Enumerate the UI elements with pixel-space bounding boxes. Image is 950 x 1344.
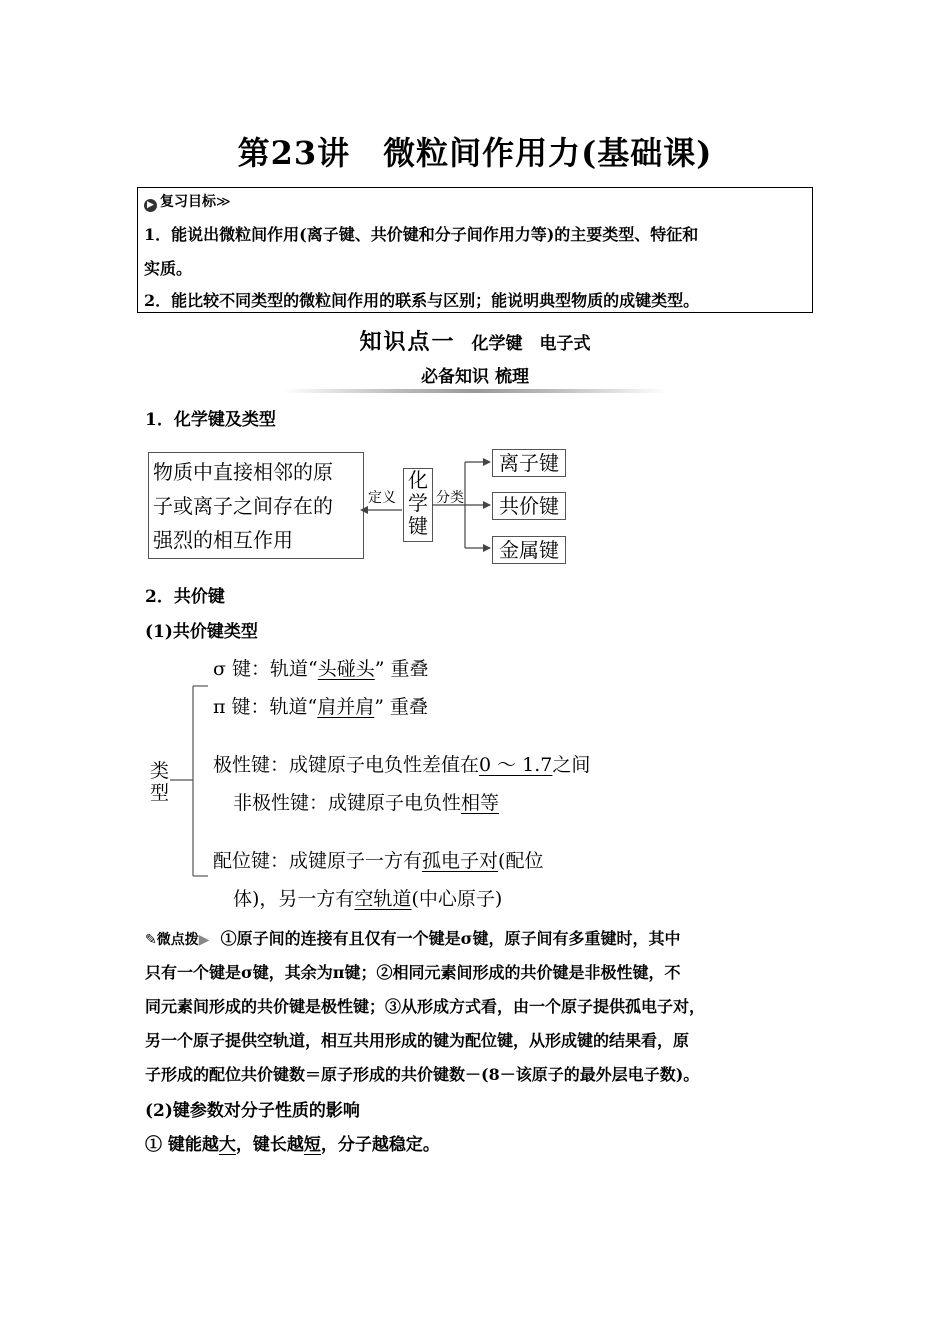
sigma-post: ” 重叠 [374,658,429,680]
coordinate-bond-line-1 [213,846,543,873]
metallic-bond-box: 金属键 [492,536,566,564]
goal-line-2: 2．能比较不同类型的微粒间作用的联系与区别；能说明典型物质的成键类型。 [144,291,700,310]
polar-bond-line [213,750,590,777]
last-post: ，分子越稳定。 [320,1135,440,1155]
last-answer-1: 大 [218,1135,236,1155]
coord2-pre: 体)，另一方有 [233,888,355,910]
definition-line-3: 强烈的相互作用 [153,528,293,552]
polar-answer: 0 ～ 1.7 [479,754,553,776]
last-pre: ① 键能越 [145,1135,219,1155]
tip-line-3: 同元素间形成的共价键是极性键；③从形成方式看，由一个原子提供孤电子对， [145,997,706,1016]
nonpolar-bond-line [233,788,499,815]
covalent-bond-box: 共价键 [492,492,566,520]
pi-pre: π 键：轨道“ [213,696,318,718]
center-char-1: 化 [408,468,428,492]
sigma-pre: σ 键：轨道“ [213,658,318,680]
tip-line-1 [145,926,680,949]
pencil-note-icon: ✎ [145,932,157,948]
center-char-2: 学 [408,491,428,515]
double-chevron-icon: ≫ [216,194,231,210]
tip-label: 微点拨 [156,932,199,948]
tip-text-1: ①原子间的连接有且仅有一个键是σ键，原子间有多重键时，其中 [220,929,681,948]
coordinate-bond-line-2 [233,884,502,911]
section-subheading: 必备知识 梳理 [421,367,529,387]
subsection-heading-2-2: (2)键参数对分子性质的影响 [145,1101,360,1121]
knowledge-point-number: 知识点一 [359,330,456,355]
coord2-answer: 空轨道 [354,888,412,910]
type-label [150,760,169,804]
nonpolar-pre: 非极性键：成键原子电负性 [233,792,462,814]
subsection-heading-2-1: (1)共价键类型 [145,622,258,642]
type-label-char-2: 型 [150,782,170,804]
section-heading-1: 1．化学键及类型 [145,410,276,430]
section-heading-2: 2．共价键 [145,587,225,607]
coord-pre: 配位键：成键原子一方有 [213,850,423,872]
last-answer-2: 短 [303,1135,321,1155]
arrow-circle-icon: ▶ [144,199,157,212]
define-label: 定义 [368,490,396,506]
classify-label: 分类 [436,490,464,506]
coord-post: (配位 [498,850,544,872]
type-label-char-1: 类 [150,760,170,782]
review-goals-label: 复习目标 [160,194,216,210]
pi-bond-line [213,692,428,719]
ionic-bond-box: 离子键 [492,449,566,477]
bond-parameter-line [145,1130,440,1155]
goal-line-1: 1．能说出微粒间作用(离子键、共价键和分子间作用力等)的主要类型、特征和 [144,225,699,244]
coord-answer: 孤电子对 [422,850,499,872]
polar-post: 之间 [552,754,591,776]
tip-line-4: 另一个原子提供空轨道，相互共用形成的键为配位键，从形成键的结果看，原 [145,1031,690,1050]
definition-line-2: 子或离子之间存在的 [153,494,333,518]
center-char-3: 键 [408,514,428,538]
tip-line-5: 子形成的配位共价键数＝原子形成的共价键数－(8－该原子的最外层电子数)。 [145,1065,700,1084]
polar-pre: 极性键：成键原子电负性差值在 [213,754,480,776]
sigma-bond-line [213,654,429,681]
sigma-answer: 头碰头 [317,658,375,680]
page-title: 第23讲 微粒间作用力(基础课) [237,134,713,172]
pi-post: ” 重叠 [374,696,429,718]
knowledge-point-topic: 化学键 电子式 [471,334,591,354]
nonpolar-answer: 相等 [461,792,500,814]
goal-line-1b: 实质。 [144,259,193,278]
pi-answer: 肩并肩 [317,696,375,718]
definition-line-1: 物质中直接相邻的原 [153,460,333,484]
tip-line-2: 只有一个键是σ键，其余为π键；②相同元素间形成的共价键是非极性键，不 [145,963,681,982]
play-arrow-icon: ▶ [198,932,210,948]
coord2-post: (中心原子) [411,888,503,910]
last-mid: ，键长越 [235,1135,304,1155]
